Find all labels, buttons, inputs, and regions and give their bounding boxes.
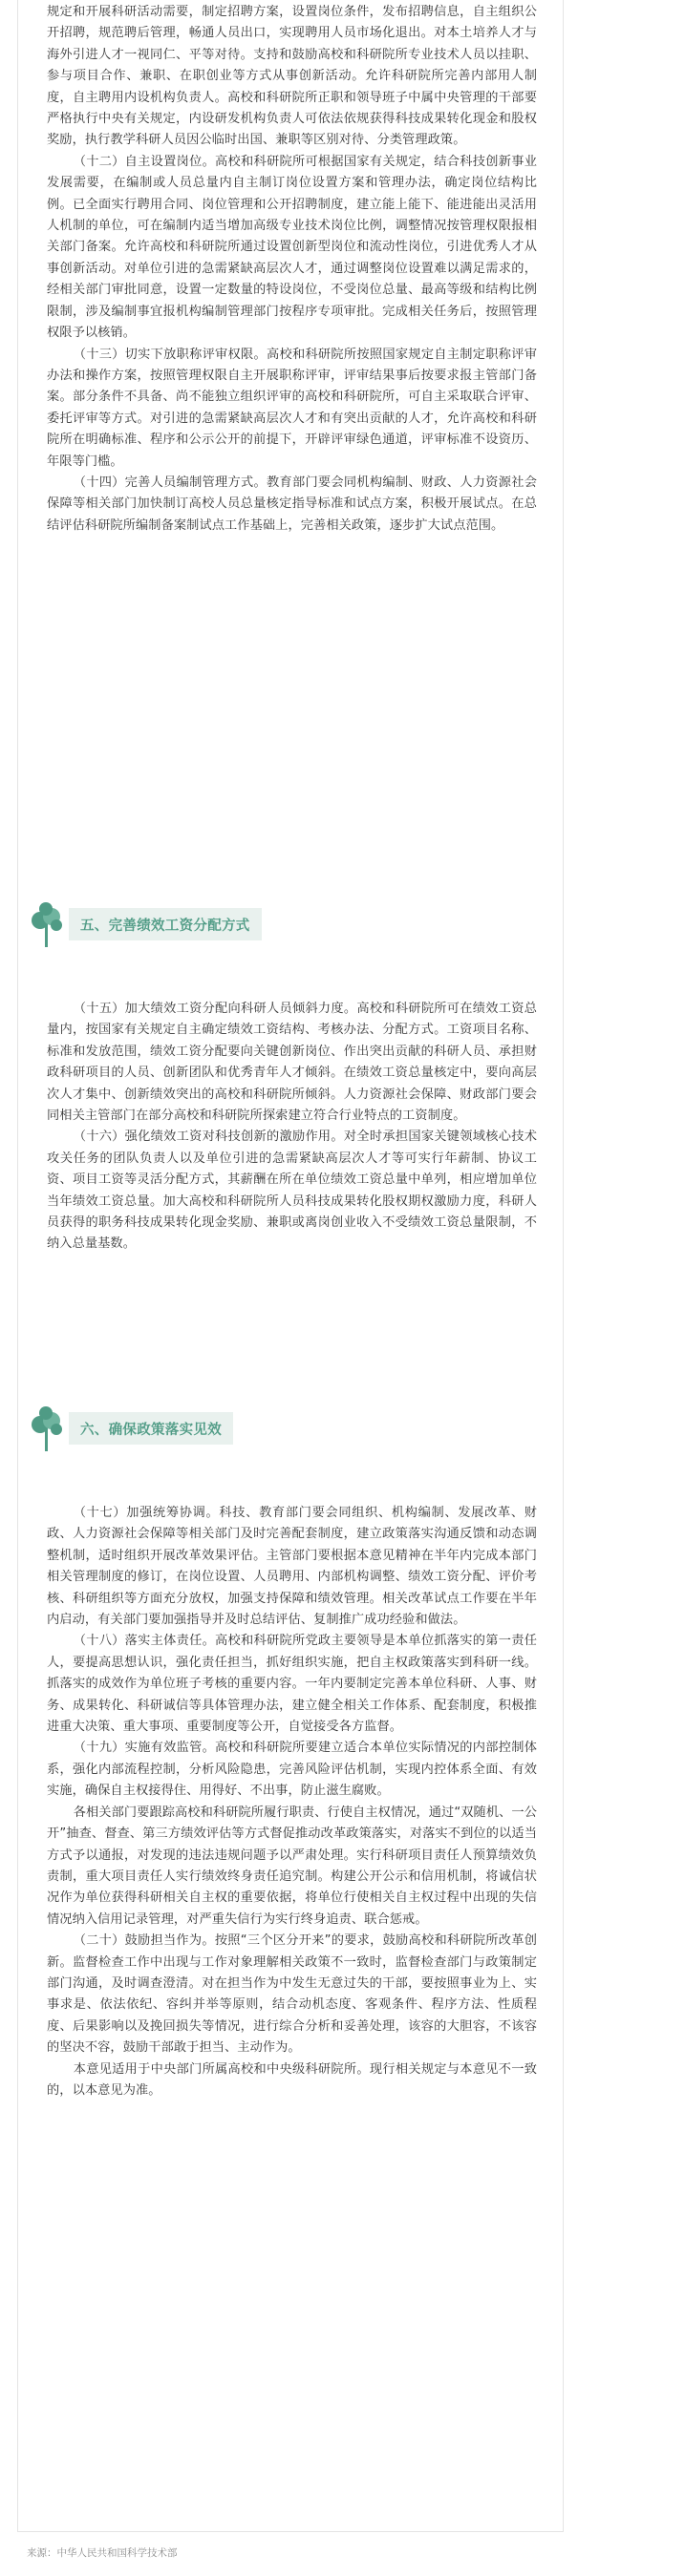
source-credit: 来源：中华人民共和国科学技术部 xyxy=(27,2547,178,2559)
heading-box xyxy=(69,1412,233,1445)
tree-icon xyxy=(25,899,69,949)
paragraph: （十三）切实下放职称评审权限。高校和科研院所按照国家规定自主制定职称评审办法和操作方案，按照管理权限自主开展职称评审，评审结果事后按要求报主管部门备案。部分条件不具备、尚不能独立组织评审的高校和科研院所，可自主采取联合评审、委托评审等方式。对引进的急需紧缺高层次人才和有突出贡献的人才，允许高校和科研院所在明确标准、程序和公示公开的前提下，开辟评审绿色通道，评审标准不设资历、年限等门槛。 xyxy=(47,347,537,469)
paragraph: 各相关部门要跟踪高校和科研院所履行职责、行使自主权情况，通过“双随机、一公开”抽查、督查、第三方绩效评估等方式督促推动改革政策落实，对落实不到位的以适当方式予以通报，对发现的违法违规问题予以严肃处理。实行科研项目责任人预算绩效负责制，重大项目责任人实行绩效终身责任追究制。构建公开公示和信用机制，将诚信状况作为单位获得科研相关自主权的重要依据，将单位行使相关自主权过程中出现的失信情况纳入信用记录管理，对严重失信行为实行终身追责、联合惩戒。 xyxy=(47,1805,537,1927)
paragraph: （十八）落实主体责任。高校和科研院所党政主要领导是本单位抓落实的第一责任人，要提高思想认识，强化责任担当，抓好组织实施，把自主权政策落实到科研一线。抓落实的成效作为单位班子考核的重要内容。一年内要制定完善本单位科研、人事、财务、成果转化、科研诚信等具体管理办法，建立健全相关工作体系、配套制度，积极推进重大决策、重大事项、重要制度等公开，自觉接受各方监督。 xyxy=(47,1634,537,1735)
paragraph: （十九）实施有效监管。高校和科研院所要建立适合本单位实际情况的内部控制体系，强化内部流程控制，分析风险隐患，完善风险评估机制，实现内控体系全面、有效实施，确保自主权接得住、用得好、不出事，防止滋生腐败。 xyxy=(47,1741,537,1799)
paragraph: （十四）完善人员编制管理方式。教育部门要会同机构编制、财政、人力资源社会保障等相关部门加快制订高校人员总量核定指导标准和试点方案，积极开展试点。在总结评估科研院所编制备案制试点工作基础上，完善相关政策，逐步扩大试点范围。 xyxy=(47,475,537,533)
section-6-body xyxy=(47,1503,537,2101)
paragraph: （十七）加强统筹协调。科技、教育部门要会同组织、机构编制、发展改革、财政、人力资源社会保障等相关部门及时完善配套制度，建立政策落实沟通反馈和动态调整机制，适时组织开展改革效果评估。主管部门要根据本意见精神在半年内完成本部门相关管理制度的修订，在岗位设置、人员聘用、内部机构调整、绩效工资分配、评价考核、科研组织等方面充分放权，加强支持保障和绩效管理。相关改革试点工作要在半年内启动，有关部门要加强指导并及时总结评估、复制推广成功经验和做法。 xyxy=(47,1506,537,1628)
section-title: 五、完善绩效工资分配方式 xyxy=(80,918,250,934)
article-body-top xyxy=(47,2,537,537)
paragraph: （十五）加大绩效工资分配向科研人员倾斜力度。高校和科研院所可在绩效工资总量内，按国家有关规定自主确定绩效工资结构、考核办法、分配方式。工资项目名称、标准和发放范围，绩效工资分配要向关键创新岗位、作出突出贡献的科研人员、承担财政科研项目的人员、创新团队和优秀青年人才倾斜。在绩效工资总量核定中，要向高层次人才集中、创新绩效突出的高校和科研院所倾斜。人力资源社会保障、财政部门要会同相关主管部门在部分高校和科研院所探索建立符合行业特点的工资制度。 xyxy=(47,1002,537,1124)
heading-box xyxy=(69,908,262,940)
section-5-body xyxy=(47,999,537,1256)
section-title: 六、确保政策落实见效 xyxy=(80,1422,222,1438)
section-heading-6 xyxy=(25,1404,233,1453)
paragraph: （二十）鼓励担当作为。按照“三个区分开来”的要求，鼓励高校和科研院所改革创新。监督检查工作中出现与工作对象理解相关政策不一致时，监督检查部门与政策制定部门沟通，及时调查澄清。对在担当作为中发生无意过失的干部，要按照事业为上、实事求是、依法依纪、容纠并举等原则，结合动机态度、客观条件、程序方法、性质程度、后果影响以及挽回损失等情况，进行综合分析和妥善处理，该容的大胆容，不该容的坚决不容，鼓励干部敢于担当、主动作为。 xyxy=(47,1933,537,2056)
tree-icon xyxy=(25,1404,69,1453)
paragraph: （十二）自主设置岗位。高校和科研院所可根据国家有关规定，结合科技创新事业发展需要，在编制或人员总量内自主制订岗位设置方案和管理办法，确定岗位结构比例。已全面实行聘用合同、岗位管理和公开招聘制度，建立能上能下、能进能出灵活用人机制的单位，可在编制内适当增加高级专业技术岗位比例，调整情况按管理权限报相关部门备案。允许高校和科研院所通过设置创新型岗位和流动性岗位，引进优秀人才从事创新活动。对单位引进的急需紧缺高层次人才，通过调整岗位设置难以满足需求的，经相关部门审批同意，设置一定数量的特设岗位，不受岗位总量、最高等级和结构比例限制，涉及编制事宜报机构编制管理部门按程序专项审批。完成相关任务后，按照管理权限予以核销。 xyxy=(47,154,537,341)
paragraph: （十六）强化绩效工资对科技创新的激励作用。对全时承担国家关键领域核心技术攻关任务的团队负责人以及单位引进的急需紧缺高层次人才等可实行年薪制、协议工资、项目工资等灵活分配方式，其薪酬在所在单位绩效工资总量中单列，相应增加单位当年绩效工资总量。加大高校和科研院所人员科技成果转化股权期权激励力度，科研人员获得的职务科技成果转化现金奖励、兼职或离岗创业收入不受绩效工资总量限制，不纳入总量基数。 xyxy=(47,1130,537,1252)
paragraph: 本意见适用于中央部门所属高校和中央级科研院所。现行相关规定与本意见不一致的，以本意见为准。 xyxy=(47,2061,537,2098)
paragraph: 规定和开展科研活动需要，制定招聘方案，设置岗位条件，发布招聘信息，自主组织公开招聘，规范聘后管理，畅通人员出口，实现聘用人员市场化退出。对本土培养人才与海外引进人才一视同仁、平等对待。支持和鼓励高校和科研院所专业技术人员以挂职、参与项目合作、兼职、在职创业等方式从事创新活动。允许科研院所完善内部用人制度，自主聘用内设机构负责人。高校和科研院所正职和领导班子中属中央管理的干部要严格执行中央有关规定，内设研发机构负责人可依法依规获得科技成果转化现金和股权奖励，执行教学科研人员因公临时出国、兼职等区别对待、分类管理政策。 xyxy=(47,5,537,148)
section-heading-5 xyxy=(25,899,262,949)
